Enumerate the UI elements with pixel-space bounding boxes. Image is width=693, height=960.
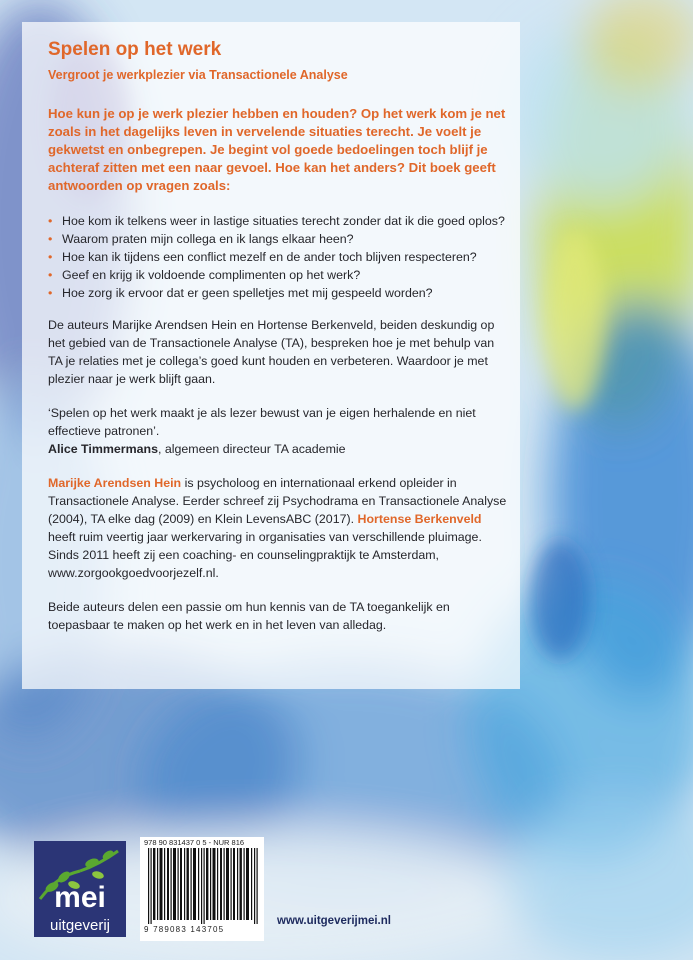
author1-name: Marijke Arendsen Hein	[48, 476, 182, 490]
authors-paragraph: De auteurs Marijke Arendsen Hein en Hortense Berkenveld, beiden deskundig op het gebied van de Transactionele Analyse (TA), bespreken hoe je met behulp van TA je relaties met je collega’s goed kunt houden en verbeteren. Waardoor je met plezier naar je werk blijft gaan.	[48, 318, 495, 386]
bullet-icon: •	[48, 232, 53, 246]
list-item: • Hoe kom ik telkens weer in lastige situaties terecht zonder dat ik die goed oplos?	[48, 214, 505, 228]
closing-paragraph: Beide auteurs delen een passie om hun kennis van de TA toegankelijk en toepasbaar te maken op het werk en in het leven van alledag.	[48, 600, 450, 632]
quote-role: , algemeen directeur TA academie	[157, 442, 346, 456]
logo-wordmark: mei	[54, 881, 106, 914]
publisher-website: www.uitgeverijmei.nl	[277, 915, 391, 927]
isbn-digits: 9 789083 143705	[144, 925, 225, 934]
author2-name: Hortense Berkenveld	[357, 512, 482, 526]
question-list	[48, 212, 508, 302]
bullet-icon: •	[48, 250, 53, 264]
intro-paragraph: Hoe kun je op je werk plezier hebben en houden? Op het werk kom je net zoals in het dagelijks leven in vervelende situaties terecht. Je voelt je gekwetst en onbegrepen. Je begint vol goede bedoelingen toch blijf je achteraf zitten met een naar gevoel. Hoe kan het anders? Dit boek geeft antwoorden op vragen zoals:	[48, 106, 506, 193]
book-title: Spelen op het werk	[48, 39, 222, 60]
quote-author: Alice Timmermans	[48, 442, 158, 456]
author1-bio: is psycholoog en internationaal erkend opleider in Transactionele Analyse. Eerder schreef zij Psychodrama en Transactionele Analyse (2004), TA elke dag (2009) en Klein LevensABC (2017).	[48, 476, 507, 526]
bullet-icon: •	[48, 214, 53, 228]
list-item: • Hoe zorg ik ervoor dat er geen spelletjes met mij gespeeld worden?	[48, 286, 433, 300]
bullet-icon: •	[48, 286, 53, 300]
author2-bio: heeft ruim veertig jaar werkervaring in organisaties van verschillende pluimage. Sinds 2011 heeft zij een coaching- en counselingpraktijk te Amsterdam, www.zorgookgoedvoorjezelf.nl.	[48, 530, 482, 580]
isbn-label: 978 90 831437 0 5 - NUR 816	[144, 838, 245, 847]
bullet-icon: •	[48, 268, 53, 282]
list-item: • Hoe kan ik tijdens een conflict mezelf en de ander toch blijven respecteren?	[48, 250, 477, 264]
author-bios	[48, 474, 508, 582]
quote-block	[48, 404, 508, 458]
book-subtitle: Vergroot je werkplezier via Transactionele Analyse	[48, 68, 348, 82]
list-item: • Geef en krijg ik voldoende complimenten op het werk?	[48, 268, 361, 282]
back-cover-text	[48, 38, 508, 634]
publisher-logo-icon	[34, 841, 126, 937]
quote-text: ‘Spelen op het werk maakt je als lezer bewust van je eigen herhalende en niet effectieve patronen’.	[48, 406, 476, 438]
barcode-icon	[144, 848, 264, 924]
logo-subtext: uitgeverij	[49, 917, 111, 934]
list-item: • Waarom praten mijn collega en ik langs elkaar heen?	[48, 232, 354, 246]
